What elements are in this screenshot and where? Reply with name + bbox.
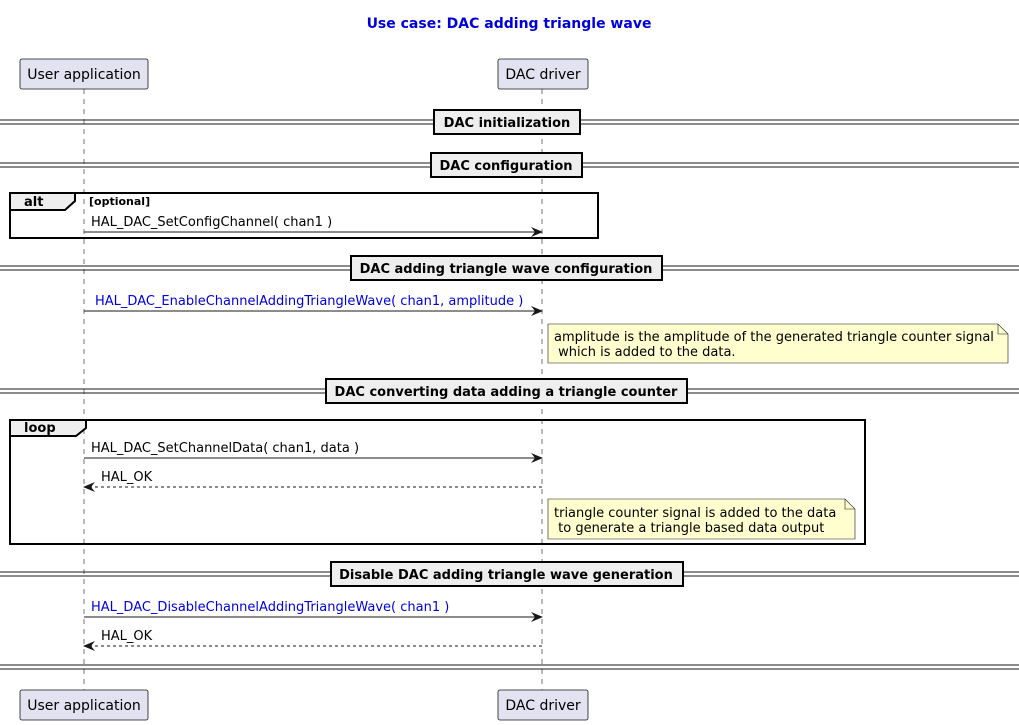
divider-dac-initialization (0, 110, 1019, 134)
svg-text:amplitude is the amplitude of: amplitude is the amplitude of the generated triangle counter signal (554, 330, 994, 345)
message-set-config-channel: HAL_DAC_SetConfigChannel( chan1 ) (91, 215, 333, 230)
svg-text:DAC initialization: DAC initialization (443, 116, 571, 131)
svg-text:triangle counter signal is add: triangle counter signal is added to the data (554, 506, 837, 521)
svg-text:DAC adding triangle wave confi: DAC adding triangle wave configuration (359, 262, 653, 277)
svg-text:DAC driver: DAC driver (505, 698, 581, 714)
reply-hal-ok-disable: HAL_OK (101, 629, 153, 644)
svg-text:User application: User application (27, 698, 141, 714)
participant-driver-bottom (498, 690, 588, 720)
svg-text:DAC driver: DAC driver (505, 67, 581, 83)
divider-end (0, 665, 1019, 669)
svg-text:loop: loop (24, 421, 56, 436)
svg-text:DAC configuration: DAC configuration (439, 159, 573, 174)
message-enable-triangle-wave: HAL_DAC_EnableChannelAddingTriangleWave( chan1, amplitude ) (95, 294, 524, 309)
reply-hal-ok-loop: HAL_OK (101, 470, 153, 485)
divider-converting-data (0, 379, 1019, 403)
note-triangle-counter (548, 499, 855, 539)
svg-text:alt: alt (24, 195, 44, 210)
participant-user-bottom (20, 690, 148, 720)
note-amplitude (548, 324, 1008, 363)
message-disable-triangle-wave: HAL_DAC_DisableChannelAddingTriangleWave( chan1 ) (91, 600, 450, 615)
divider-dac-configuration (0, 153, 1019, 177)
svg-text:Disable DAC adding triangle wa: Disable DAC adding triangle wave generation (339, 568, 673, 583)
participant-driver-top (498, 59, 588, 89)
svg-text:User application: User application (27, 67, 141, 83)
svg-text:DAC converting data adding a t: DAC converting data adding a triangle counter (334, 385, 678, 400)
message-set-channel-data: HAL_DAC_SetChannelData( chan1, data ) (91, 441, 360, 456)
participant-user-top (20, 59, 148, 89)
divider-triangle-wave-configuration (0, 256, 1019, 280)
svg-text:[optional]: [optional] (89, 195, 151, 208)
svg-text:to generate a triangle based d: to generate a triangle based data output (554, 521, 825, 536)
svg-text:which is added to the data.: which is added to the data. (554, 345, 736, 360)
diagram-title: Use case: DAC adding triangle wave (366, 16, 652, 32)
divider-disable-triangle-wave (0, 562, 1019, 586)
